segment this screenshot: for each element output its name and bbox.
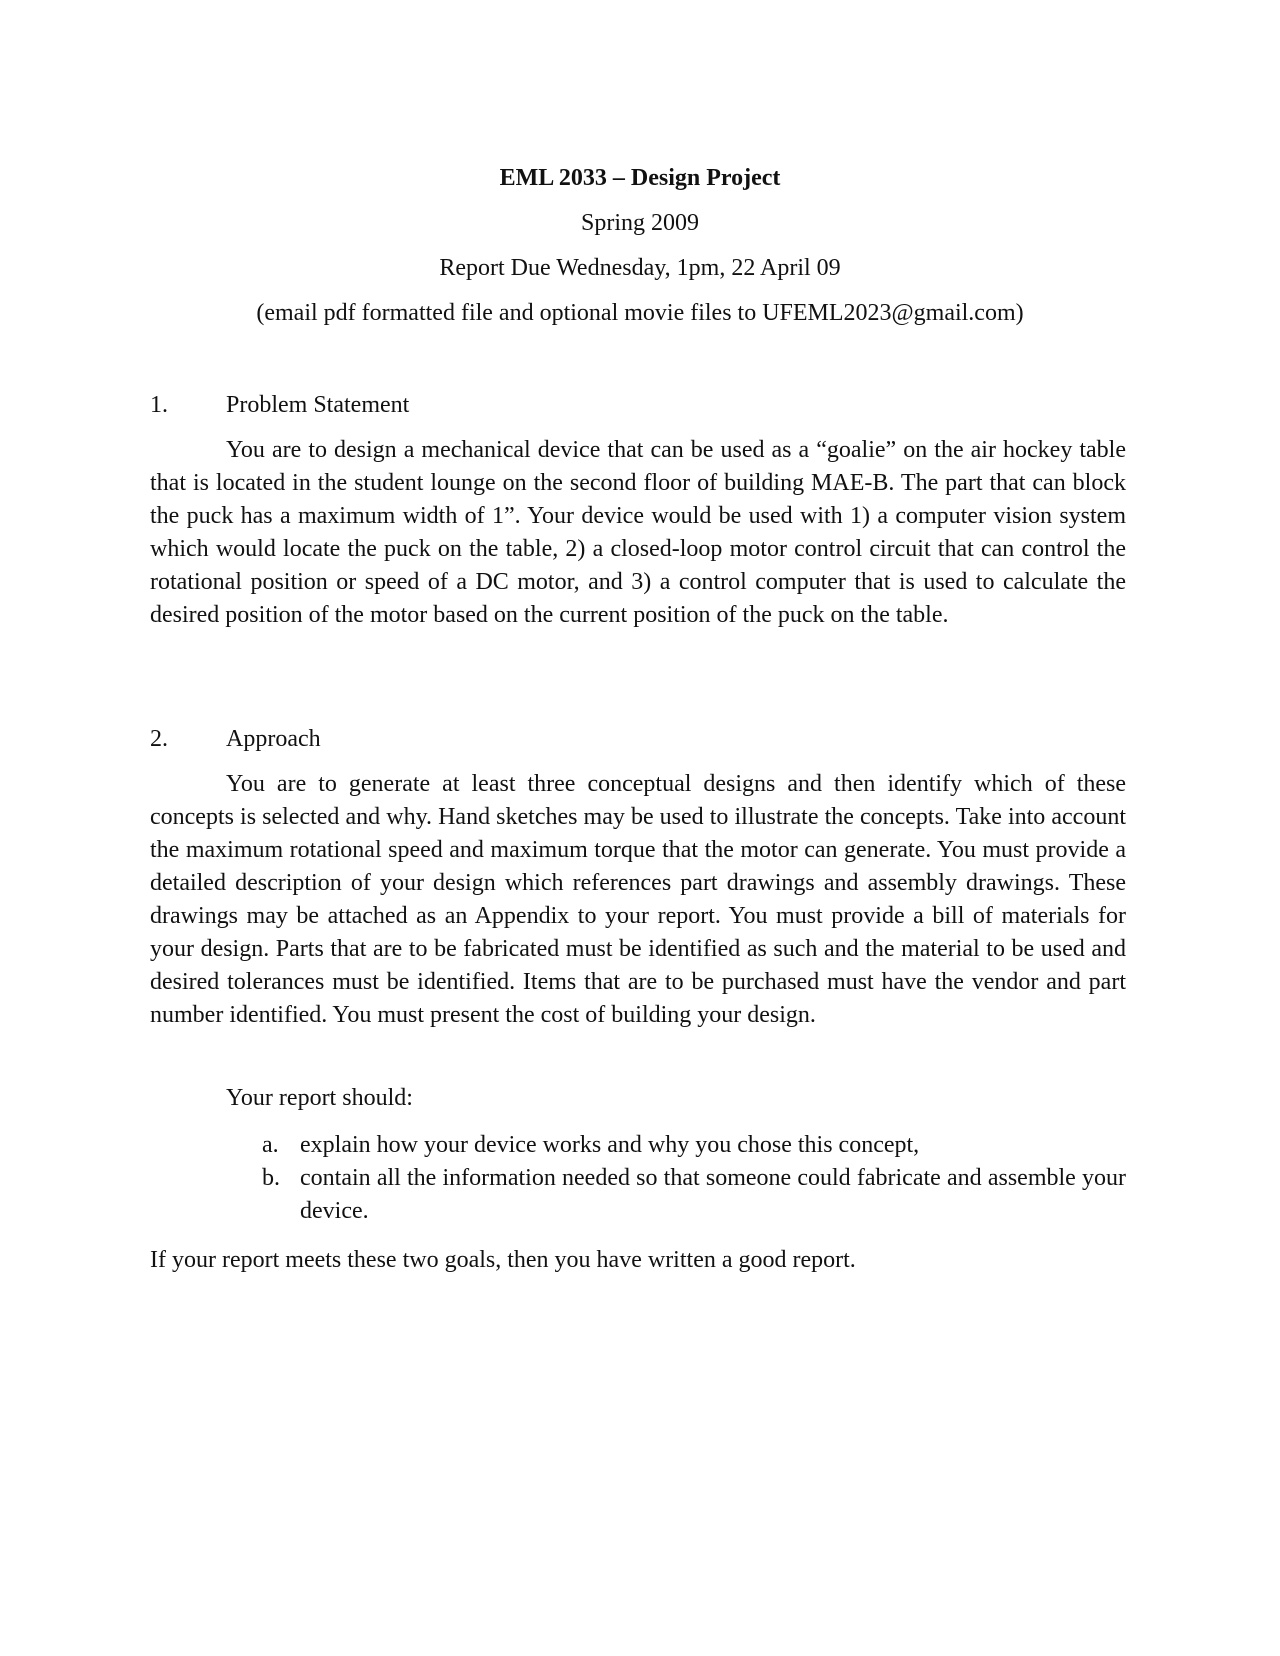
problem-statement-paragraph: You are to design a mechanical device that can be used as a “goalie” on the air hockey table that is located in the student lounge on the second floor of building MAE-B. The part that can block the puck has a maximum width of 1”. Your device would be used with 1) a computer vision system which would locate the puck on the table, 2) a closed-loop motor control circuit that can control the rotational position or speed of a DC motor, and 3) a control computer that is used to calculate the desired position of the motor based on the current position of the puck on the table. [150,437,1126,628]
report-requirements-intro: Your report should: [226,1085,413,1111]
due-date-line: Report Due Wednesday, 1pm, 22 April 09 [439,255,841,281]
section-number: 1. [150,392,168,418]
section-number: 2. [150,726,168,752]
closing-sentence: If your report meets these two goals, then you have written a good report. [150,1247,856,1273]
list-marker: b. [262,1165,280,1191]
list-item [262,1129,1126,1162]
list-item-text: explain how your device works and why you chose this concept, [300,1132,920,1158]
report-requirements-list [262,1129,1126,1228]
section-title: Problem Statement [226,392,410,418]
list-item-text: contain all the information needed so that someone could fabricate and assemble your device. [300,1165,1126,1224]
semester-line: Spring 2009 [580,210,699,236]
section-title: Approach [226,726,321,752]
section-heading-approach [150,724,321,754]
list-marker: a. [262,1132,279,1158]
document-title: EML 2033 – Design Project [499,165,781,191]
approach-paragraph: You are to generate at least three conceptual designs and then identify which of these concepts is selected and why. Hand sketches may be used to illustrate the concepts. Take into account the maximum rotational speed and maximum torque that the motor can generate. You must provide a detailed description of your design which references part drawings and assembly drawings. These drawings may be attached as an Appendix to your report. You must provide a bill of materials for your design. Parts that are to be fabricated must be identified as such and the material to be used and desired tolerances must be identified. Items that are to be purchased must have the vendor and part number identified. You must present the cost of building your design. [150,771,1126,1028]
section-heading-problem-statement [150,390,409,420]
list-item [262,1162,1126,1228]
email-instructions: (email pdf formatted file and optional movie files to UFEML2023@gmail.com) [256,300,1024,326]
